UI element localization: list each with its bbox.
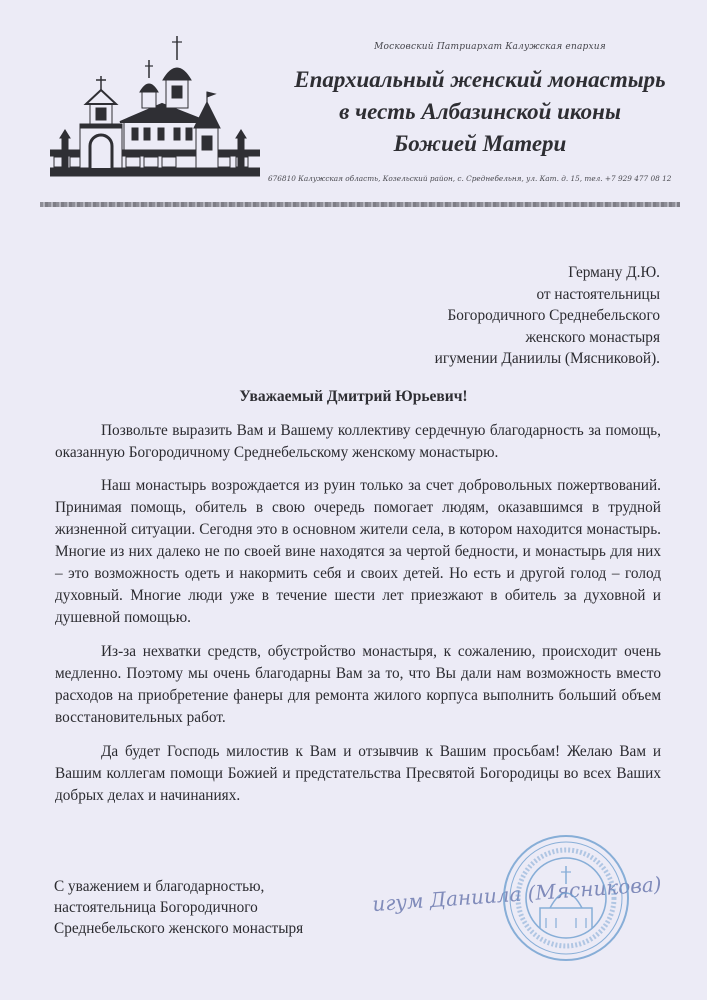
patriarchate-line: Московский Патриархат Калужская епархия: [374, 42, 606, 52]
monastery-address: 676810 Калужская область, Козельский район, с. Среднебельня, ул. Кат. д. 15, тел. +7 929 477 08 12: [268, 174, 672, 183]
closing-block: [54, 876, 354, 939]
title-line-1: Епархиальный женский монастырь: [294, 67, 666, 92]
body-paragraph: Да будет Господь милостив к Вам и отзывчив к Вашим просьбам! Желаю Вам и Вашим коллегам помощи Божией и предстательства Пресвятой Богородицы во всех Ваших добрых делах и начинаниях.: [55, 743, 661, 804]
closing-line: Среднебельского женского монастыря: [54, 920, 304, 937]
round-seal-stamp-icon: [500, 832, 632, 964]
header-divider: [40, 202, 680, 207]
body-paragraph: Позвольте выразить Вам и Вашему коллективу сердечную благодарность за помощь, оказанную Богородичному Среднебельскому женскому монастырю.: [55, 422, 661, 461]
closing-line: настоятельница Богородичного: [54, 899, 258, 916]
title-line-2: в честь Албазинской иконы: [339, 99, 621, 124]
monastery-title: [270, 64, 690, 160]
addressee-line: от настоятельницы: [536, 285, 660, 303]
addressee-line: игумении Даниилы (Мясниковой).: [434, 350, 660, 367]
title-line-3: Божией Матери: [393, 131, 567, 156]
addressee-block: [340, 262, 660, 370]
handwritten-signature: игум Даниила (Мясникова): [371, 871, 663, 917]
addressee-line: женского монастыря: [525, 328, 660, 346]
monastery-logo-icon: [50, 30, 260, 190]
greeting: Уважаемый Дмитрий Юрьевич!: [239, 388, 468, 405]
body-paragraph: Наш монастырь возрождается из руин только за счет добровольных пожертвований. Принимая помощь, обитель в свою очередь помогает людям, оказавшимся в трудной жизненной ситуации. Сегодня это в основном жители села, в котором находится монастырь. Многие из них далеко не по своей вине находятся за чертой бедности, и монастырь для них – это возможность одеть и накормить себя и своих детей. Но есть и другой голод – голод духовный. Многие люди уже в течение шести лет приезжают в обитель за духовной и душевной помощью.: [55, 477, 661, 626]
closing-line: С уважением и благодарностью,: [54, 878, 265, 895]
body-paragraph: Из-за нехватки средств, обустройство монастыря, к сожалению, происходит очень медленно. Поэтому мы очень благодарны Вам за то, что Вы дали нам возможность вместо расходов на приобретение фанеры для ремонта жилого корпуса выполнить больший объем восстановительных работ.: [55, 643, 661, 726]
addressee-line: Богородичного Среднебельского: [447, 307, 660, 324]
addressee-line: Герману Д.Ю.: [568, 264, 660, 281]
letter-body: [55, 420, 661, 819]
